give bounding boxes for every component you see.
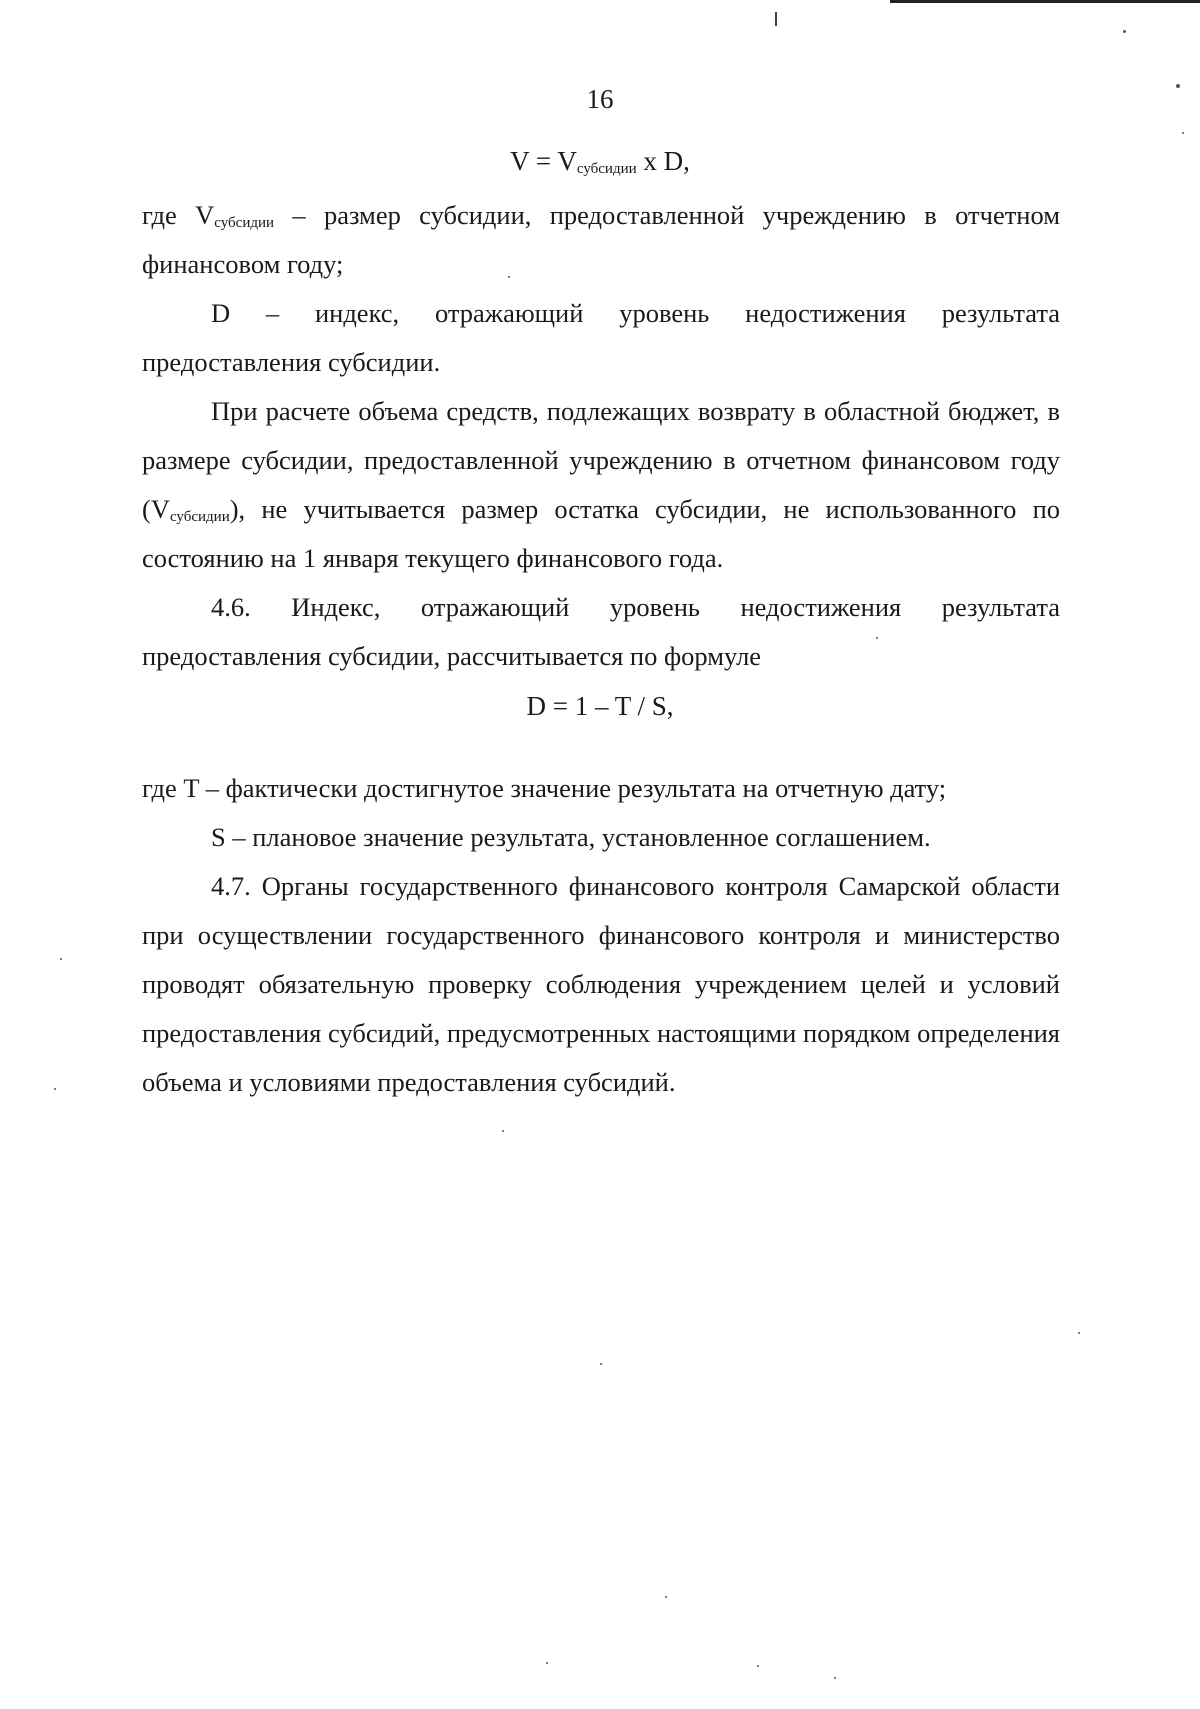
scan-speck xyxy=(665,1596,667,1598)
scan-speck xyxy=(876,637,878,639)
paragraph-d-definition: D – индекс, отражающий уровень недостижения результата предоставления субсидии. xyxy=(142,298,1060,377)
scan-speck xyxy=(60,958,62,960)
formula-v-right: x D, xyxy=(636,146,690,176)
formula-v-left: V = V xyxy=(510,146,577,176)
scan-edge-line xyxy=(890,0,1200,3)
scan-speck xyxy=(54,1088,56,1090)
paragraph-4-6: 4.6. Индекс, отражающий уровень недостижения результата предоставления субсидии, рассчитывается по формуле xyxy=(142,592,1060,671)
scan-speck xyxy=(757,1665,759,1667)
formula-v-subscript: субсидии xyxy=(576,161,637,177)
scan-speck xyxy=(546,1662,548,1664)
paragraph-v-definition xyxy=(142,191,1060,289)
text-block-1 xyxy=(142,191,1060,681)
v-definition-subscript: субсидии xyxy=(214,215,275,231)
scan-speck xyxy=(1182,132,1184,134)
v-definition-post: – размер субсидии, предоставленной учреждению в отчетном финансовом году; xyxy=(142,200,1060,279)
paragraph-s-definition: S – плановое значение результата, установленное соглашением. xyxy=(211,822,931,852)
scan-speck xyxy=(834,1677,836,1679)
calculation-post: ), не учитывается размер остатка субсидии, не использованного по состоянию на 1 января текущего финансового года. xyxy=(142,494,1060,573)
v-definition-pre: где V xyxy=(142,200,215,230)
scan-speck xyxy=(1176,84,1180,88)
text-block-2 xyxy=(142,764,1060,1107)
paragraph-4-7: 4.7. Органы государственного финансового контроля Самарской области при осуществлении государственного финансового контроля и министерство проводят обязательную проверку соблюдения учреждением целей и условий предоставления субсидий, предусмотренных настоящими порядком определения объема и условиями предоставления субсидий. xyxy=(142,871,1060,1097)
page-number: 16 xyxy=(586,84,614,114)
scan-speck xyxy=(502,1130,504,1132)
paragraph-calculation xyxy=(142,387,1060,583)
scan-speck xyxy=(1078,1332,1080,1334)
calculation-pre: При расчете объема средств, подлежащих возврату в областной бюджет, в размере субсидии, предоставленной учреждению в отчетном финансовом году (V xyxy=(142,396,1060,524)
scan-speck xyxy=(508,276,510,278)
formula-v xyxy=(0,146,1200,177)
scan-speck xyxy=(600,1363,602,1365)
scan-mark xyxy=(775,12,777,26)
paragraph-t-definition: где T – фактически достигнутое значение результата на отчетную дату; xyxy=(142,773,947,803)
scan-speck xyxy=(1123,30,1126,33)
formula-d: D = 1 – T / S, xyxy=(526,691,674,721)
calculation-subscript: субсидии xyxy=(169,509,230,525)
